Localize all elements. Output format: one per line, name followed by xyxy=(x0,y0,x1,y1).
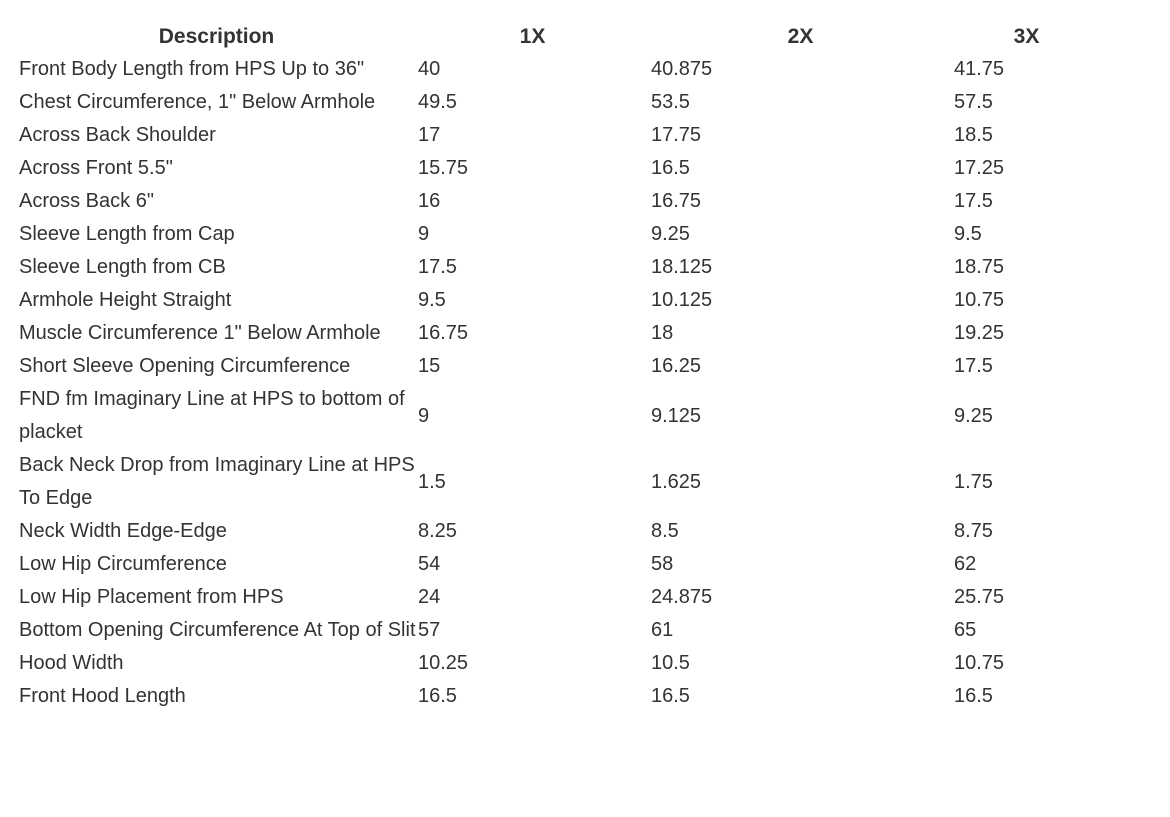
value-2x: 10.125 xyxy=(651,289,713,311)
measurement-description: Sleeve Length from CB xyxy=(19,256,226,278)
table-row xyxy=(17,680,1101,713)
measurement-description: Short Sleeve Opening Circumference xyxy=(19,355,351,377)
value-3x: 9.5 xyxy=(954,223,982,245)
table-row xyxy=(17,152,1101,185)
value-2x: 17.75 xyxy=(651,124,702,146)
value-1x: 24 xyxy=(418,586,441,608)
value-3x: 41.75 xyxy=(954,58,1005,80)
table-row xyxy=(17,449,1101,515)
table-row xyxy=(17,86,1101,119)
value-2x: 10.5 xyxy=(651,652,690,674)
value-2x: 53.5 xyxy=(651,91,690,113)
value-3x: 18.75 xyxy=(954,256,1005,278)
table-row xyxy=(17,350,1101,383)
value-3x: 25.75 xyxy=(954,586,1005,608)
value-2x: 18.125 xyxy=(651,256,713,278)
value-2x: 16.75 xyxy=(651,190,702,212)
value-2x: 9.125 xyxy=(651,404,702,427)
value-2x: 16.25 xyxy=(651,355,702,377)
measurement-description: Chest Circumference, 1" Below Armhole xyxy=(19,91,376,113)
value-3x: 10.75 xyxy=(954,652,1005,674)
value-2x: 40.875 xyxy=(651,58,713,80)
table-row xyxy=(17,581,1101,614)
header-size-3x: 3X xyxy=(1013,24,1040,48)
value-3x: 17.25 xyxy=(954,157,1005,179)
value-3x: 18.5 xyxy=(954,124,993,146)
value-1x: 54 xyxy=(418,553,441,575)
value-1x: 16.75 xyxy=(418,322,469,344)
measurement-description: Hood Width xyxy=(19,652,124,674)
header-description: Description xyxy=(158,24,275,48)
value-1x: 15 xyxy=(418,355,441,377)
table-row xyxy=(17,614,1101,647)
value-2x: 61 xyxy=(651,619,674,641)
value-3x: 8.75 xyxy=(954,520,993,542)
value-1x: 10.25 xyxy=(418,652,469,674)
value-1x: 15.75 xyxy=(418,157,469,179)
value-1x: 16.5 xyxy=(418,685,457,707)
measurement-description: Across Back 6" xyxy=(19,190,154,212)
table-row xyxy=(17,515,1101,548)
value-2x: 24.875 xyxy=(651,586,713,608)
value-3x: 1.75 xyxy=(954,470,993,493)
table-row xyxy=(17,284,1101,317)
header-size-1x: 1X xyxy=(519,24,546,48)
value-2x: 8.5 xyxy=(651,520,679,542)
table-row xyxy=(17,53,1101,86)
measurement-description: Across Front 5.5" xyxy=(19,157,173,179)
table-row xyxy=(17,251,1101,284)
table-row xyxy=(17,548,1101,581)
value-3x: 19.25 xyxy=(954,322,1005,344)
table-header-row xyxy=(17,20,1101,53)
value-1x: 17 xyxy=(418,124,441,146)
value-3x: 65 xyxy=(954,619,977,641)
value-1x: 8.25 xyxy=(418,520,457,542)
measurement-description: Low Hip Placement from HPS xyxy=(19,586,284,608)
table-row xyxy=(17,218,1101,251)
value-1x: 57 xyxy=(418,619,441,641)
measurement-description: Armhole Height Straight xyxy=(19,289,232,311)
value-3x: 16.5 xyxy=(954,685,993,707)
value-1x: 9 xyxy=(418,404,430,427)
value-2x: 1.625 xyxy=(651,470,702,493)
value-3x: 17.5 xyxy=(954,355,993,377)
table-body xyxy=(17,53,1101,713)
measurement-description: FND fm Imaginary Line at HPS to bottom of placket xyxy=(19,388,405,443)
measurement-description: Back Neck Drop from Imaginary Line at HPS To Edge xyxy=(19,454,415,509)
value-3x: 9.25 xyxy=(954,404,993,427)
table-row xyxy=(17,383,1101,449)
value-1x: 40 xyxy=(418,58,441,80)
header-size-2x: 2X xyxy=(787,24,814,48)
measurement-description: Sleeve Length from Cap xyxy=(19,223,235,245)
table-row xyxy=(17,185,1101,218)
value-2x: 16.5 xyxy=(651,157,690,179)
measurement-description: Front Hood Length xyxy=(19,685,186,707)
measurement-description: Neck Width Edge-Edge xyxy=(19,520,227,542)
measurement-description: Front Body Length from HPS Up to 36" xyxy=(19,58,365,80)
value-2x: 18 xyxy=(651,322,674,344)
value-1x: 9.5 xyxy=(418,289,446,311)
value-1x: 16 xyxy=(418,190,441,212)
value-3x: 57.5 xyxy=(954,91,993,113)
value-1x: 1.5 xyxy=(418,470,446,493)
size-chart-table xyxy=(17,20,1101,713)
table-row xyxy=(17,317,1101,350)
value-1x: 49.5 xyxy=(418,91,457,113)
value-3x: 10.75 xyxy=(954,289,1005,311)
table-row xyxy=(17,119,1101,152)
value-1x: 9 xyxy=(418,223,430,245)
value-2x: 16.5 xyxy=(651,685,690,707)
value-3x: 62 xyxy=(954,553,977,575)
measurement-description: Low Hip Circumference xyxy=(19,553,227,575)
measurement-description: Bottom Opening Circumference At Top of Slit xyxy=(19,619,416,641)
measurement-description: Across Back Shoulder xyxy=(19,124,216,146)
value-1x: 17.5 xyxy=(418,256,457,278)
value-2x: 58 xyxy=(651,553,674,575)
value-2x: 9.25 xyxy=(651,223,690,245)
measurement-description: Muscle Circumference 1" Below Armhole xyxy=(19,322,381,344)
value-3x: 17.5 xyxy=(954,190,993,212)
table-row xyxy=(17,647,1101,680)
